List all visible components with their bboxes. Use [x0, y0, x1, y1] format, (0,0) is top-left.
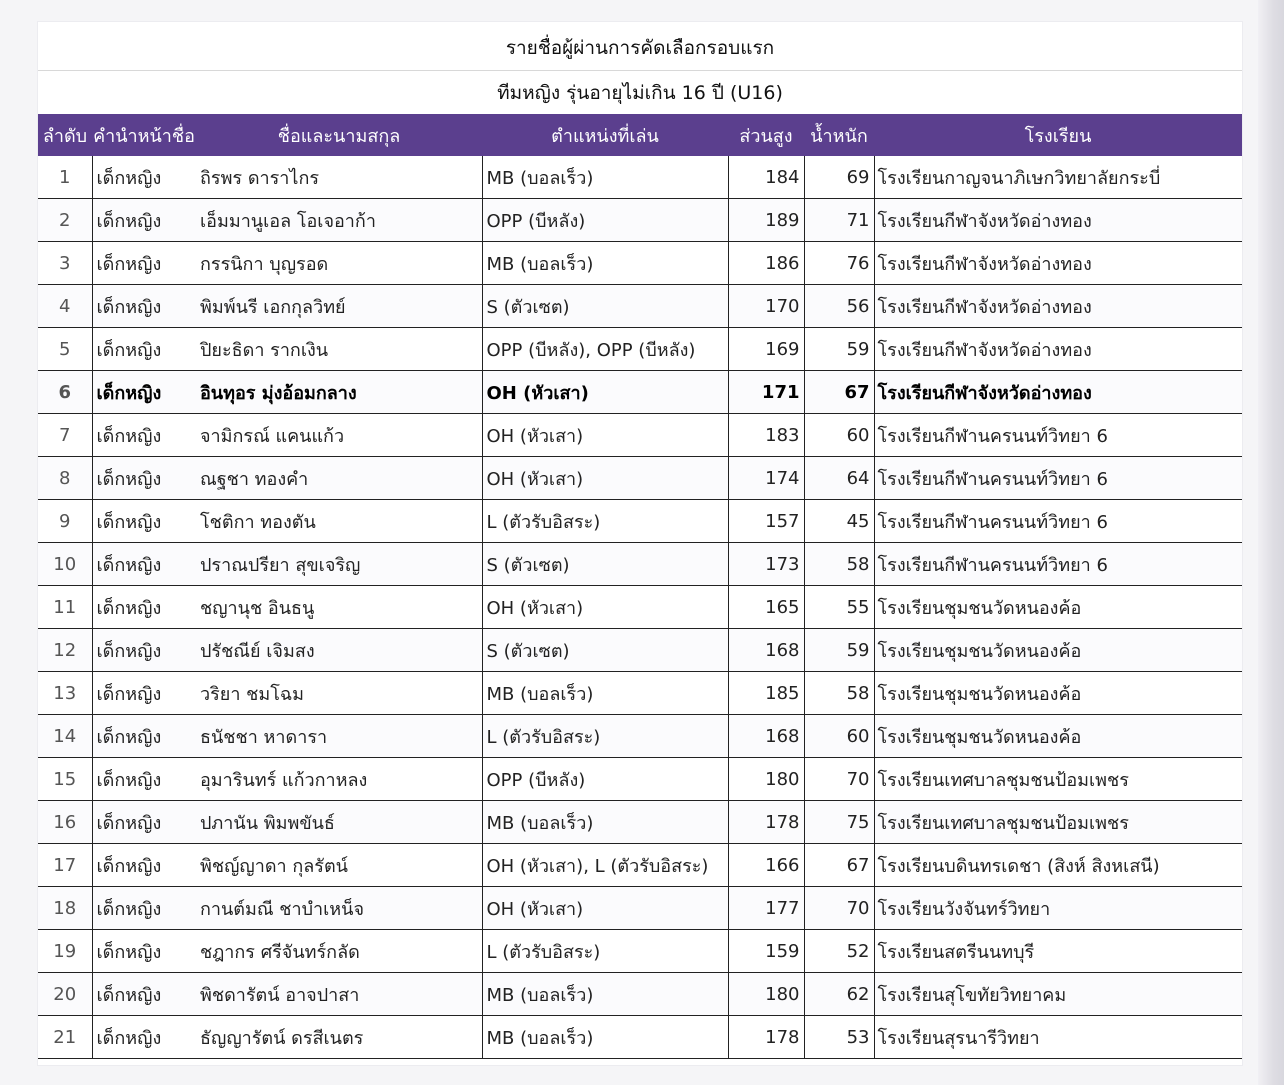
cell-position: L (ตัวรับอิสระ) — [482, 500, 728, 543]
cell-no: 13 — [38, 672, 92, 715]
table-row — [38, 586, 1242, 629]
selection-table — [38, 114, 1242, 1059]
cell-weight: 58 — [804, 672, 874, 715]
cell-height: 170 — [728, 285, 804, 328]
cell-position: S (ตัวเซต) — [482, 285, 728, 328]
cell-school: โรงเรียนกีฬาจังหวัดอ่างทอง — [874, 242, 1242, 285]
cell-no: 17 — [38, 844, 92, 887]
cell-weight: 60 — [804, 715, 874, 758]
document-sheet — [38, 22, 1242, 1065]
table-row — [38, 629, 1242, 672]
cell-school: โรงเรียนสุโขทัยวิทยาคม — [874, 973, 1242, 1016]
table-row — [38, 457, 1242, 500]
cell-prefix: เด็กหญิง — [92, 930, 196, 973]
table-body — [38, 156, 1242, 1059]
cell-height: 184 — [728, 156, 804, 199]
cell-school: โรงเรียนวังจันทร์วิทยา — [874, 887, 1242, 930]
table-header-row — [38, 114, 1242, 156]
cell-name: ชฎากร ศรีจันทร์กลัด — [196, 930, 482, 973]
cell-prefix: เด็กหญิง — [92, 328, 196, 371]
table-row — [38, 199, 1242, 242]
cell-weight: 70 — [804, 758, 874, 801]
cell-prefix: เด็กหญิง — [92, 156, 196, 199]
cell-school: โรงเรียนชุมชนวัดหนองค้อ — [874, 586, 1242, 629]
cell-weight: 71 — [804, 199, 874, 242]
cell-school: โรงเรียนกีฬาจังหวัดอ่างทอง — [874, 371, 1242, 414]
cell-weight: 69 — [804, 156, 874, 199]
cell-height: 178 — [728, 801, 804, 844]
cell-name: พิชญ์ญาดา กุลรัตน์ — [196, 844, 482, 887]
column-header-school: โรงเรียน — [874, 114, 1242, 156]
cell-school: โรงเรียนสตรีนนทบุรี — [874, 930, 1242, 973]
cell-height: 168 — [728, 715, 804, 758]
cell-no: 6 — [38, 371, 92, 414]
cell-no: 1 — [38, 156, 92, 199]
cell-weight: 62 — [804, 973, 874, 1016]
cell-prefix: เด็กหญิง — [92, 844, 196, 887]
cell-no: 7 — [38, 414, 92, 457]
cell-school: โรงเรียนเทศบาลชุมชนป้อมเพชร — [874, 801, 1242, 844]
cell-prefix: เด็กหญิง — [92, 543, 196, 586]
table-row — [38, 156, 1242, 199]
cell-name: ณฐชา ทองคำ — [196, 457, 482, 500]
cell-position: OH (หัวเสา) — [482, 414, 728, 457]
cell-name: ถิรพร ดาราไกร — [196, 156, 482, 199]
cell-no: 4 — [38, 285, 92, 328]
cell-position: OPP (บีหลัง), OPP (บีหลัง) — [482, 328, 728, 371]
cell-height: 173 — [728, 543, 804, 586]
cell-name: ธนัชชา หาดารา — [196, 715, 482, 758]
cell-position: OH (หัวเสา) — [482, 887, 728, 930]
cell-position: MB (บอลเร็ว) — [482, 156, 728, 199]
cell-height: 168 — [728, 629, 804, 672]
column-header-no: ลำดับ — [38, 114, 92, 156]
document-title: รายชื่อผู้ผ่านการคัดเลือกรอบแรก — [505, 37, 775, 59]
cell-position: L (ตัวรับอิสระ) — [482, 715, 728, 758]
cell-prefix: เด็กหญิง — [92, 285, 196, 328]
cell-prefix: เด็กหญิง — [92, 199, 196, 242]
cell-position: OPP (บีหลัง) — [482, 758, 728, 801]
cell-height: 180 — [728, 758, 804, 801]
cell-prefix: เด็กหญิง — [92, 586, 196, 629]
cell-height: 189 — [728, 199, 804, 242]
cell-position: S (ตัวเซต) — [482, 543, 728, 586]
cell-height: 186 — [728, 242, 804, 285]
cell-height: 178 — [728, 1016, 804, 1059]
cell-name: อินทุอร มุ่งอ้อมกลาง — [196, 371, 482, 414]
table-row — [38, 973, 1242, 1016]
cell-name: วริยา ชมโฉม — [196, 672, 482, 715]
cell-name: กรรนิกา บุญรอด — [196, 242, 482, 285]
cell-weight: 45 — [804, 500, 874, 543]
cell-weight: 64 — [804, 457, 874, 500]
table-row — [38, 371, 1242, 414]
table-row — [38, 1016, 1242, 1059]
cell-no: 12 — [38, 629, 92, 672]
cell-school: โรงเรียนชุมชนวัดหนองค้อ — [874, 629, 1242, 672]
cell-weight: 55 — [804, 586, 874, 629]
cell-weight: 60 — [804, 414, 874, 457]
table-row — [38, 328, 1242, 371]
table-row — [38, 758, 1242, 801]
cell-school: โรงเรียนกีฬานครนนท์วิทยา 6 — [874, 500, 1242, 543]
cell-school: โรงเรียนชุมชนวัดหนองค้อ — [874, 672, 1242, 715]
cell-prefix: เด็กหญิง — [92, 801, 196, 844]
cell-no: 19 — [38, 930, 92, 973]
cell-height: 185 — [728, 672, 804, 715]
cell-position: OH (หัวเสา) — [482, 371, 728, 414]
cell-prefix: เด็กหญิง — [92, 629, 196, 672]
cell-school: โรงเรียนเทศบาลชุมชนป้อมเพชร — [874, 758, 1242, 801]
cell-name: ธัญญารัตน์ ดรสีเนตร — [196, 1016, 482, 1059]
cell-prefix: เด็กหญิง — [92, 414, 196, 457]
cell-prefix: เด็กหญิง — [92, 500, 196, 543]
cell-height: 157 — [728, 500, 804, 543]
cell-weight: 58 — [804, 543, 874, 586]
cell-name: ชญานุช อินธนู — [196, 586, 482, 629]
cell-height: 174 — [728, 457, 804, 500]
table-row — [38, 715, 1242, 758]
cell-no: 8 — [38, 457, 92, 500]
cell-name: กานต์มณี ชาบำเหน็จ — [196, 887, 482, 930]
cell-name: ปราณปรียา สุขเจริญ — [196, 543, 482, 586]
cell-height: 177 — [728, 887, 804, 930]
cell-position: OH (หัวเสา), L (ตัวรับอิสระ) — [482, 844, 728, 887]
cell-position: OH (หัวเสา) — [482, 586, 728, 629]
cell-weight: 53 — [804, 1016, 874, 1059]
column-header-height: ส่วนสูง — [728, 114, 804, 156]
cell-weight: 59 — [804, 328, 874, 371]
cell-no: 21 — [38, 1016, 92, 1059]
cell-no: 5 — [38, 328, 92, 371]
cell-position: MB (บอลเร็ว) — [482, 1016, 728, 1059]
cell-position: OPP (บีหลัง) — [482, 199, 728, 242]
cell-prefix: เด็กหญิง — [92, 457, 196, 500]
cell-school: โรงเรียนกาญจนาภิเษกวิทยาลัยกระบี่ — [874, 156, 1242, 199]
cell-prefix: เด็กหญิง — [92, 1016, 196, 1059]
cell-position: L (ตัวรับอิสระ) — [482, 930, 728, 973]
cell-no: 14 — [38, 715, 92, 758]
cell-height: 165 — [728, 586, 804, 629]
cell-prefix: เด็กหญิง — [92, 672, 196, 715]
column-header-prefix: คำนำหน้าชื่อ — [92, 114, 196, 156]
document-subtitle: ทีมหญิง รุ่นอายุไม่เกิน 16 ปี (U16) — [38, 70, 1242, 115]
cell-name: อุมารินทร์ แก้วกาหลง — [196, 758, 482, 801]
cell-no: 15 — [38, 758, 92, 801]
cell-no: 18 — [38, 887, 92, 930]
cell-school: โรงเรียนสุรนารีวิทยา — [874, 1016, 1242, 1059]
column-header-name: ชื่อและนามสกุล — [196, 114, 482, 156]
cell-weight: 56 — [804, 285, 874, 328]
cell-height: 180 — [728, 973, 804, 1016]
table-row — [38, 500, 1242, 543]
cell-position: MB (บอลเร็ว) — [482, 672, 728, 715]
cell-name: พิชดารัตน์ อาจปาสา — [196, 973, 482, 1016]
cell-weight: 76 — [804, 242, 874, 285]
cell-no: 9 — [38, 500, 92, 543]
column-header-weight: น้ำหนัก — [804, 114, 874, 156]
table-row — [38, 242, 1242, 285]
cell-no: 20 — [38, 973, 92, 1016]
cell-weight: 52 — [804, 930, 874, 973]
cell-no: 16 — [38, 801, 92, 844]
table-row — [38, 543, 1242, 586]
window-edge-shadow — [1258, 0, 1284, 1085]
cell-position: S (ตัวเซต) — [482, 629, 728, 672]
cell-prefix: เด็กหญิง — [92, 758, 196, 801]
cell-no: 11 — [38, 586, 92, 629]
cell-position: MB (บอลเร็ว) — [482, 801, 728, 844]
cell-prefix: เด็กหญิง — [92, 973, 196, 1016]
cell-height: 171 — [728, 371, 804, 414]
cell-name: จามิกรณ์ แคนแก้ว — [196, 414, 482, 457]
cell-prefix: เด็กหญิง — [92, 715, 196, 758]
table-row — [38, 887, 1242, 930]
cell-height: 183 — [728, 414, 804, 457]
cell-school: โรงเรียนกีฬานครนนท์วิทยา 6 — [874, 457, 1242, 500]
cell-weight: 70 — [804, 887, 874, 930]
table-row — [38, 844, 1242, 887]
cell-height: 169 — [728, 328, 804, 371]
cell-weight: 59 — [804, 629, 874, 672]
cell-position: MB (บอลเร็ว) — [482, 242, 728, 285]
table-row — [38, 801, 1242, 844]
cell-weight: 67 — [804, 371, 874, 414]
cell-position: MB (บอลเร็ว) — [482, 973, 728, 1016]
cell-no: 10 — [38, 543, 92, 586]
cell-height: 159 — [728, 930, 804, 973]
table-row — [38, 930, 1242, 973]
cell-no: 2 — [38, 199, 92, 242]
cell-school: โรงเรียนบดินทรเดชา (สิงห์ สิงหเสนี) — [874, 844, 1242, 887]
cell-height: 166 — [728, 844, 804, 887]
cell-school: โรงเรียนกีฬาจังหวัดอ่างทอง — [874, 199, 1242, 242]
cell-school: โรงเรียนชุมชนวัดหนองค้อ — [874, 715, 1242, 758]
cell-name: ปภานัน พิมพขันธ์ — [196, 801, 482, 844]
cell-school: โรงเรียนกีฬาจังหวัดอ่างทอง — [874, 328, 1242, 371]
table-row — [38, 414, 1242, 457]
cell-weight: 67 — [804, 844, 874, 887]
cell-school: โรงเรียนกีฬานครนนท์วิทยา 6 — [874, 543, 1242, 586]
cell-name: ปิยะธิดา รากเงิน — [196, 328, 482, 371]
column-header-position: ตำแหน่งที่เล่น — [482, 114, 728, 156]
cell-school: โรงเรียนกีฬาจังหวัดอ่างทอง — [874, 285, 1242, 328]
cell-weight: 75 — [804, 801, 874, 844]
cell-name: ปรัชณีย์ เจิมสง — [196, 629, 482, 672]
cell-name: พิมพ์นรี เอกกุลวิทย์ — [196, 285, 482, 328]
table-row — [38, 285, 1242, 328]
table-row — [38, 672, 1242, 715]
cell-name: เอ็มมานูเอล โอเจอาก้า — [196, 199, 482, 242]
cell-school: โรงเรียนกีฬานครนนท์วิทยา 6 — [874, 414, 1242, 457]
cell-no: 3 — [38, 242, 92, 285]
cell-prefix: เด็กหญิง — [92, 242, 196, 285]
cell-position: OH (หัวเสา) — [482, 457, 728, 500]
cell-name: โชติกา ทองตัน — [196, 500, 482, 543]
cell-prefix: เด็กหญิง — [92, 887, 196, 930]
cell-prefix: เด็กหญิง — [92, 371, 196, 414]
